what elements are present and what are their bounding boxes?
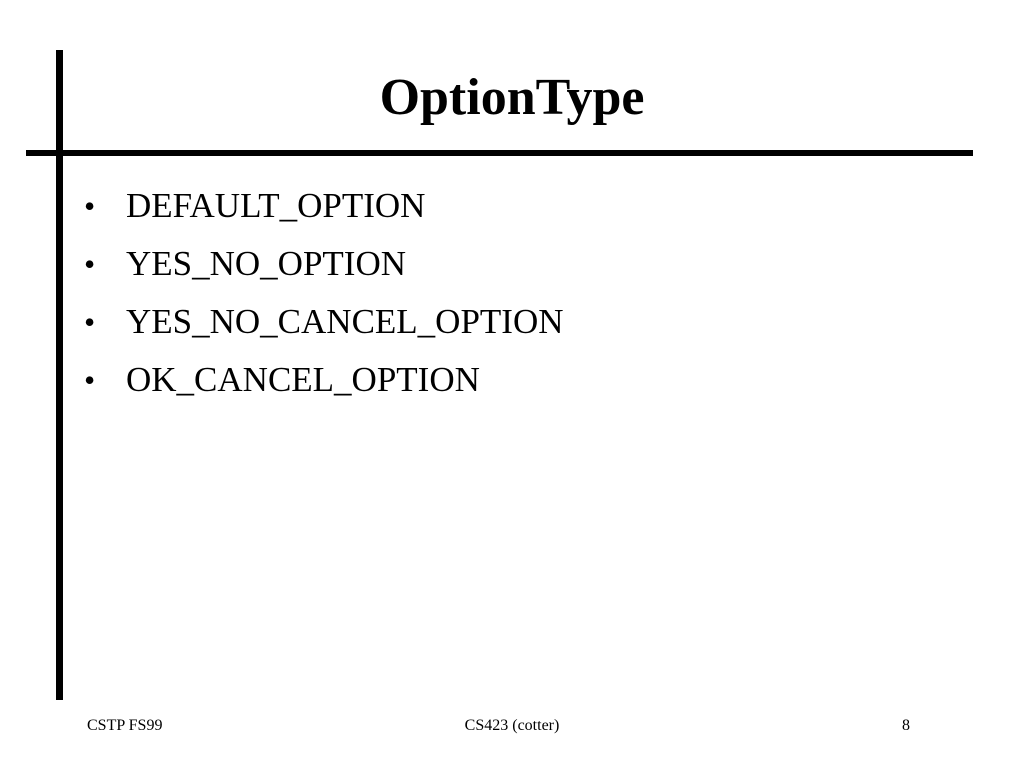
bullet-icon: • — [84, 188, 96, 224]
list-item — [84, 351, 564, 409]
bullet-icon: • — [84, 304, 96, 340]
list-item — [84, 293, 564, 351]
bullet-text: DEFAULT_OPTION — [126, 186, 426, 225]
list-item — [84, 235, 564, 293]
bullet-list — [84, 177, 564, 409]
bullet-text: OK_CANCEL_OPTION — [126, 360, 480, 399]
footer-course-label: CSTP FS99 — [87, 717, 163, 734]
bullet-icon: • — [84, 362, 96, 398]
horizontal-rule — [26, 150, 973, 156]
slide-title: OptionType — [379, 69, 645, 126]
footer-page-number: 8 — [902, 717, 910, 734]
list-item — [84, 177, 564, 235]
bullet-text: YES_NO_CANCEL_OPTION — [126, 302, 564, 341]
footer-author-label: CS423 (cotter) — [464, 717, 560, 734]
bullet-icon: • — [84, 246, 96, 282]
vertical-rule — [56, 50, 63, 700]
bullet-text: YES_NO_OPTION — [126, 244, 406, 283]
